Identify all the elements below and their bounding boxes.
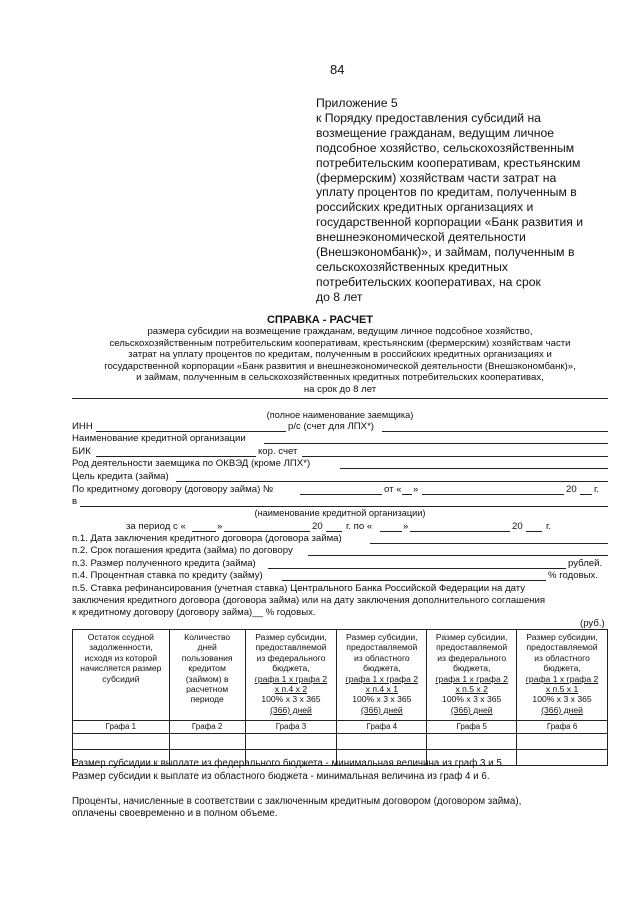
header-denominator: (366) дней	[360, 704, 403, 715]
p1-field[interactable]	[370, 543, 608, 544]
table-cell[interactable]	[517, 750, 608, 766]
header-denominator: 100% х 3 х 365	[352, 694, 412, 705]
bank-name-label: Наименование кредитной организации	[72, 433, 246, 444]
header-text: (займом) в	[185, 673, 229, 684]
header-text: предоставляемой	[346, 642, 418, 653]
header-text: Размер субсидии,	[346, 632, 418, 642]
table-header-row	[73, 630, 608, 721]
appendix-line: к Порядку предоставления субсидий на	[316, 110, 541, 125]
header-text: предоставляемой	[526, 642, 598, 653]
header-text: субсидий	[102, 673, 140, 684]
appendix-line: внешнеэкономической деятельности	[316, 230, 526, 245]
p5-line-2: заключения кредитного договора (договора займа) или на дату заключения дополнительного соглашения	[72, 595, 546, 606]
header-text: предоставляемой	[436, 642, 508, 653]
header-formula: графа 1 х графа 2	[435, 673, 508, 684]
p5-line-1: п.5. Ставка рефинансирования (учетная ставка) Центрального Банка Российской Федерации на дату	[72, 583, 526, 594]
header-text: исходя из которой	[84, 652, 158, 663]
bik-label: БИК	[72, 446, 91, 457]
bank-name-field[interactable]	[264, 443, 608, 444]
period-from-year-prefix: 20	[312, 521, 323, 532]
period-to-month-field[interactable]	[410, 531, 510, 532]
header-text: периоде	[190, 694, 224, 705]
appendix-line: Приложение 5	[316, 96, 398, 110]
okved-label: Род деятельности заемщика по ОКВЭД (кроме ЛПХ*)	[72, 458, 311, 469]
table-cell[interactable]	[169, 734, 245, 750]
header-text: кредитом	[188, 663, 226, 674]
header-denominator: (366) дней	[450, 704, 493, 715]
period-suffix: г.	[546, 521, 551, 532]
appendix-line: возмещение гражданам, ведущим личное	[316, 125, 555, 140]
subtitle-line: сельскохозяйственным потребительским кооперативам, крестьянским (фермерским) хозяйствам части	[109, 337, 571, 349]
inn-field[interactable]	[96, 431, 286, 432]
appendix-line: (Внешэкономбанк)», и займам, полученным в	[316, 245, 575, 260]
p2-field[interactable]	[308, 555, 608, 556]
header-text: Остаток ссудной	[87, 632, 154, 642]
period-from-month-field[interactable]	[224, 531, 310, 532]
column-number-cell: Графа 2	[169, 721, 245, 734]
appendix-line: государственной корпорации «Банк развития и	[316, 215, 584, 230]
header-text: Размер субсидии,	[255, 632, 327, 642]
p3-label: п.3. Размер полученного кредита (займа)	[72, 558, 256, 569]
page-number: 84	[330, 62, 345, 77]
header-denominator: 100% х 3 х 365	[261, 694, 321, 705]
header-text: задолженности,	[89, 642, 153, 653]
header-formula: х п.5 х 1	[545, 684, 579, 695]
regional-note: Размер субсидии к выплате из областного бюджета - минимальная величина из граф 4 и 6.	[72, 771, 490, 782]
subtitle-line: государственной корпорации «Банк развития и внешнеэкономической деятельности (Внешэкономбанк)»,	[104, 360, 576, 372]
header-formula: х п.4 х 2	[274, 684, 308, 695]
contract-label: По кредитному договору (договору займа) №	[72, 484, 274, 495]
contract-day-field[interactable]	[402, 494, 412, 495]
header-text: бюджета,	[272, 663, 310, 674]
purpose-field[interactable]	[176, 481, 608, 482]
table-column-numbers-row	[73, 721, 608, 734]
p3-field[interactable]	[268, 568, 566, 569]
header-text: бюджета,	[452, 663, 491, 674]
header-text: дней	[197, 642, 217, 653]
federal-note: Размер субсидии к выплате из федерального бюджета - минимальная величина из граф 3 и 5.	[72, 758, 505, 769]
contract-month-field[interactable]	[422, 494, 564, 495]
appendix-line: до 8 лет	[316, 289, 363, 304]
header-formula: графа 1 х графа 2	[525, 673, 599, 684]
appendix-line: сельскохозяйственных кредитных	[316, 259, 508, 274]
header-text: пользования	[181, 652, 233, 663]
header-denominator: 100% х 3 х 365	[532, 694, 592, 705]
table-header-cell	[517, 630, 608, 721]
appendix-line: подсобное хозяйство, сельскохозяйственным	[316, 140, 575, 155]
p4-unit: % годовых.	[548, 570, 598, 581]
appendix-line: потребительским кооперативам, крестьянским	[316, 155, 581, 170]
period-from-quote: »	[217, 521, 223, 532]
currency-note: (руб.)	[580, 618, 605, 629]
header-text: из федерального	[256, 652, 326, 663]
header-text: начисляется размер	[80, 663, 162, 674]
header-denominator: 100% х 3 х 365	[442, 694, 502, 705]
column-number-cell: Графа 3	[245, 721, 337, 734]
header-text: из областного	[534, 652, 590, 663]
bank-caption: (наименование кредитной организации)	[254, 508, 426, 518]
p4-field[interactable]	[282, 580, 546, 581]
period-to-quote: »	[403, 521, 409, 532]
header-text: из федерального	[437, 652, 507, 663]
p2-label: п.2. Срок погашения кредита (займа) по договору	[72, 545, 293, 556]
table-header-cell	[73, 630, 170, 721]
bank-field[interactable]	[80, 506, 608, 507]
borrower-caption: (полное наименование заемщика)	[266, 410, 414, 420]
header-formula: графа 1 х графа 2	[254, 673, 328, 684]
header-formula: графа 1 х графа 2	[345, 673, 419, 684]
header-text: бюджета,	[363, 663, 401, 674]
period-label: за период с «	[126, 521, 186, 532]
purpose-label: Цель кредита (займа)	[72, 471, 169, 482]
account-label: р/с (счет для ЛПХ*)	[288, 421, 374, 432]
column-number-cell: Графа 5	[427, 721, 517, 734]
interest-note-line-2: оплачены своевременно и в полном объеме.	[72, 808, 278, 819]
header-text: Количество	[184, 632, 231, 642]
appendix-line: потребительских кооперативах, на срок	[316, 274, 541, 289]
contract-year-prefix: 20	[566, 484, 577, 495]
corr-account-label: кор. счет	[258, 446, 298, 457]
subtitle-line: на срок до 8 лет	[303, 383, 377, 395]
contract-quote: »	[413, 484, 419, 495]
table-cell[interactable]	[73, 734, 170, 750]
okved-field[interactable]	[340, 468, 608, 469]
table-header-cell	[245, 630, 337, 721]
subsidy-table	[72, 629, 608, 766]
subtitle-line: размера субсидии на возмещение гражданам, ведущим личное подсобное хозяйство,	[147, 326, 533, 337]
contract-year-suffix: г.	[594, 484, 599, 495]
header-text: предоставляемой	[255, 642, 327, 653]
account-field[interactable]	[382, 431, 608, 432]
table-header-cell	[337, 630, 427, 721]
header-text: расчетном	[186, 684, 229, 695]
period-from-year-field[interactable]	[326, 531, 342, 532]
contract-from-label: от «	[384, 484, 402, 495]
table-cell[interactable]	[337, 734, 427, 750]
contract-year-field[interactable]	[580, 494, 592, 495]
appendix-header	[316, 96, 616, 305]
header-text: Размер субсидии,	[526, 632, 598, 642]
table-cell[interactable]	[517, 734, 608, 750]
period-to-year-field[interactable]	[526, 531, 542, 532]
subtitle-line: затрат на уплату процентов по кредитам, полученным в российских кредитных организациях и	[128, 349, 552, 360]
table-header-cell	[169, 630, 245, 721]
table-header-cell	[427, 630, 517, 721]
table-row	[73, 734, 608, 750]
borrower-name-line[interactable]	[72, 398, 608, 399]
appendix-line: уплату процентов по кредитам, полученным в	[316, 185, 577, 200]
interest-note-line-1: Проценты, начисленные в соответствии с заключенным кредитным договором (договором займа),	[72, 796, 522, 807]
header-formula: х п.5 х 2	[455, 684, 488, 695]
header-text: из областного	[353, 652, 410, 663]
table-cell[interactable]	[245, 734, 337, 750]
p1-label: п.1. Дата заключения кредитного договора (договора займа)	[72, 533, 342, 544]
document-subtitle	[70, 326, 610, 395]
period-to-year-prefix: 20	[512, 521, 523, 532]
appendix-line: (фермерским) хозяйствам части затрат на	[316, 170, 557, 185]
table-cell[interactable]	[427, 734, 517, 750]
header-text: бюджета,	[543, 663, 581, 674]
bank-in-label: в	[72, 496, 78, 507]
period-from-day-field[interactable]	[192, 531, 216, 532]
document-title: СПРАВКА - РАСЧЕТ	[266, 314, 374, 326]
header-text: Размер субсидии,	[435, 632, 508, 642]
header-denominator: (366) дней	[270, 704, 312, 715]
corr-account-field[interactable]	[302, 456, 608, 457]
bik-field[interactable]	[96, 456, 256, 457]
period-to-day-field[interactable]	[380, 531, 402, 532]
contract-number-field[interactable]	[300, 494, 382, 495]
header-denominator: (366) дней	[541, 704, 583, 715]
period-mid-label: г. по «	[346, 521, 373, 532]
p3-unit: рублей.	[568, 558, 603, 569]
appendix-line: российских кредитных организациях и	[316, 200, 534, 215]
column-number-cell: Графа 1	[73, 721, 170, 734]
column-number-cell: Графа 4	[337, 721, 427, 734]
column-number-cell: Графа 6	[517, 721, 608, 734]
inn-label: ИНН	[72, 421, 93, 432]
subtitle-line: и займам, полученным в сельскохозяйственных кредитных потребительских кооперативах,	[136, 372, 544, 383]
p5-line-3: к кредитному договору (договору займа)__ % годовых.	[72, 607, 316, 618]
p4-label: п.4. Процентная ставка по кредиту (займу)	[72, 570, 263, 581]
interest-note	[72, 796, 608, 820]
header-formula: х п.4 х 1	[365, 684, 398, 695]
